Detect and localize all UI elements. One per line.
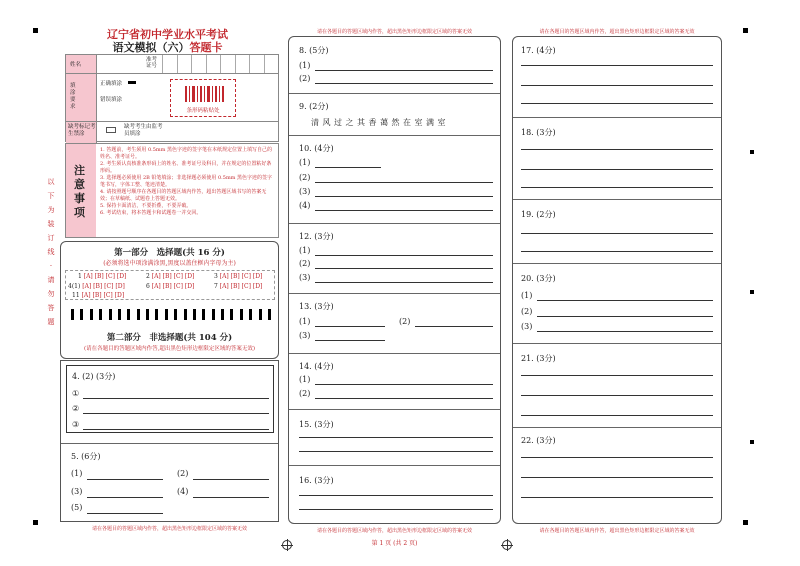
q4-answer-line-3[interactable]: [83, 429, 269, 430]
q10-item-3: (3): [299, 187, 311, 196]
col1-footer-note: 请在各题目的答题区域内作答，超出黑色矩形边框限定区域的答案无效: [91, 526, 247, 532]
q12-title: 12. (3分): [299, 232, 334, 241]
col3-panel: [512, 36, 722, 524]
fill-req-label: 填涂要求: [70, 83, 76, 110]
q22-answer-line-1[interactable]: [521, 457, 713, 458]
q21-answer-line-3[interactable]: [521, 415, 713, 416]
q17-answer-line-3[interactable]: [521, 103, 713, 104]
q15-answer-line-2[interactable]: [299, 451, 493, 452]
absent-box[interactable]: [106, 127, 116, 133]
q10-item-1: (1): [299, 158, 311, 167]
barcode-icon: [185, 86, 225, 102]
q5-answer-line-4[interactable]: [193, 497, 269, 498]
absent-note: 缺考考生由监考员填涂: [124, 124, 163, 137]
choice-grid: [65, 270, 275, 300]
q5-item-5: (5): [71, 503, 83, 512]
q13-item-2: (2): [399, 317, 411, 326]
correct-fill-sample: [128, 81, 136, 84]
q5-item-4: (4): [177, 487, 189, 496]
q20-answer-line-2[interactable]: [537, 316, 713, 317]
q17-title: 17. (4分): [521, 46, 556, 55]
col2-footer-note: 请在各题目的答题区域内作答，超出黑色矩形边框限定区域的答案无效: [316, 528, 472, 534]
corner-mark: [743, 28, 748, 33]
q5-item-3: (3): [71, 487, 83, 496]
notes-item: 1. 答题前，考生须用 0.5mm 黑色字迹的签字笔在本纸规定位置上填写自己的姓名、准考证号。: [100, 147, 272, 160]
absent-label: 缺考标记考生禁涂: [68, 124, 96, 137]
edge-mark: [750, 150, 754, 154]
q15-title: 15. (3分): [299, 420, 334, 429]
col3-footer-note: 请在各题目的答题区域内作答，超出黑色矩形边框限定区域的答案无效: [539, 528, 695, 534]
q4-answer-line-1[interactable]: [83, 398, 269, 399]
q10-answer-line-1[interactable]: [315, 167, 381, 168]
q10-item-2: (2): [299, 173, 311, 182]
q14-item-1: (1): [299, 375, 311, 384]
page-number: 第 1 页 (共 2 页): [371, 540, 418, 547]
q13-title: 13. (3分): [299, 302, 334, 311]
q17-answer-line-1[interactable]: [521, 65, 713, 66]
q12-answer-line-1[interactable]: [315, 255, 493, 256]
q19-answer-line-1[interactable]: [521, 233, 713, 234]
choice-item-3[interactable]: 3 [A] [B] [C] [D]: [214, 273, 263, 280]
part1-title: 第一部分 选择题(共 16 分): [114, 248, 225, 258]
q9-text: 清风过之其香蔼然在室满室: [311, 118, 449, 127]
q20-answer-line-1[interactable]: [537, 300, 713, 301]
q10-answer-line-2[interactable]: [315, 182, 493, 183]
q20-item-2: (2): [521, 307, 533, 316]
part1-panel: [60, 241, 279, 359]
q14-answer-line-1[interactable]: [315, 384, 493, 385]
notes-title: 注意事项: [74, 164, 85, 219]
q4-mark-1: ①: [72, 389, 80, 398]
q5-answer-line-3[interactable]: [87, 497, 163, 498]
q22-answer-line-3[interactable]: [521, 497, 713, 498]
q22-answer-line-2[interactable]: [521, 477, 713, 478]
q20-item-3: (3): [521, 322, 533, 331]
part2-title: 第二部分 非选择题(共 104 分): [106, 333, 233, 343]
q4-answer-line-2[interactable]: [83, 413, 269, 414]
notes-box: [65, 143, 279, 238]
q16-answer-line-1[interactable]: [299, 495, 493, 496]
q8-item-2: (2): [299, 74, 311, 83]
choice-item-7[interactable]: 7 [A] [B] [C] [D]: [214, 283, 263, 290]
corner-mark: [743, 520, 748, 525]
q18-title: 18. (3分): [521, 128, 556, 137]
corner-mark: [33, 520, 38, 525]
q19-answer-line-2[interactable]: [521, 251, 713, 252]
q21-title: 21. (3分): [521, 354, 556, 363]
q5-answer-line-5[interactable]: [87, 513, 163, 514]
q16-answer-line-2[interactable]: [299, 509, 493, 510]
col2-panel: [288, 36, 501, 524]
exam-no-boxes[interactable]: [162, 55, 278, 73]
q17-answer-line-2[interactable]: [521, 85, 713, 86]
q5-answer-line-1[interactable]: [87, 479, 163, 480]
barcode-label: 条形码粘贴处: [186, 108, 220, 114]
notes-item: 3. 选择题必须使用 2B 铅笔填涂；非选择题必须使用 0.5mm 黑色字迹的签字笔书写，字体工整、笔迹清楚。: [100, 175, 273, 188]
q13-answer-line-3[interactable]: [315, 340, 385, 341]
q19-title: 19. (2分): [521, 210, 556, 219]
notes-item: 5. 保持卡面清洁，不要折叠，不要弄破。: [100, 203, 192, 209]
q13-answer-line-1[interactable]: [315, 326, 385, 327]
corner-mark: [33, 28, 38, 33]
q12-item-3: (3): [299, 273, 311, 282]
q20-title: 20. (3分): [521, 274, 556, 283]
q18-answer-line-3[interactable]: [521, 187, 713, 188]
q21-answer-line-2[interactable]: [521, 395, 713, 396]
binding-line-text: 以 下 为 装 订 线 · 请 勿 答 题: [47, 178, 55, 326]
notes-item: 4. 请按照题号顺序在各题目的答题区域内作答，超出答题区域书写的答案无效；在草稿纸、试题卷上答题无效。: [100, 189, 267, 202]
q4-mark-2: ②: [72, 404, 80, 413]
col1-answer-area: [60, 360, 279, 522]
barcode-area: [170, 79, 236, 117]
edge-mark: [750, 440, 754, 444]
q4-mark-3: ③: [72, 420, 80, 429]
q8-answer-line-1[interactable]: [315, 70, 493, 71]
q20-answer-line-3[interactable]: [537, 331, 713, 332]
q8-item-1: (1): [299, 61, 311, 70]
q14-answer-line-2[interactable]: [315, 398, 493, 399]
q16-title: 16. (3分): [299, 476, 334, 485]
q15-answer-line-1[interactable]: [299, 437, 493, 438]
q12-answer-line-2[interactable]: [315, 268, 493, 269]
q10-title: 10. (4分): [299, 144, 334, 153]
q18-answer-line-2[interactable]: [521, 169, 713, 170]
q10-answer-line-3[interactable]: [315, 196, 493, 197]
name-label: 姓名: [70, 62, 82, 68]
q13-item-1: (1): [299, 317, 311, 326]
q5-answer-line-2[interactable]: [193, 479, 269, 480]
registration-mark-icon: [502, 540, 512, 550]
header-title: 辽宁省初中学业水平考试: [107, 28, 228, 41]
part2-note: (请在各题目的答题区域内作答,超出黑色矩形边框限定区域的答案无效): [83, 346, 256, 352]
edge-mark: [750, 290, 754, 294]
header-subtitle: 语文模拟（六）答题卡: [112, 41, 223, 54]
choice-item-4-1[interactable]: 4(1) [A] [B] [C] [D]: [68, 283, 125, 290]
notes-item: 6. 考试结束，将本答题卡和试题卷一并交回。: [100, 210, 202, 216]
q8-title: 8. (5分): [299, 46, 329, 55]
notes-item: 2. 考生须认真核准条形码上的姓名、准考证号及科目，并在规定的位置粘好条形码。: [100, 161, 272, 174]
q10-item-4: (4): [299, 201, 311, 210]
q20-item-1: (1): [521, 291, 533, 300]
col2-header-note: 请在各题目的答题区域内作答，超出黑色矩形边框限定区域的答案无效: [316, 29, 472, 35]
q22-title: 22. (3分): [521, 436, 556, 445]
q8-answer-line-2[interactable]: [315, 83, 493, 84]
q14-item-2: (2): [299, 389, 311, 398]
q12-answer-line-3[interactable]: [315, 282, 493, 283]
q12-item-2: (2): [299, 259, 311, 268]
q18-answer-line-1[interactable]: [521, 149, 713, 150]
choice-item-6[interactable]: 6 [A] [B] [C] [D]: [146, 283, 195, 290]
q5-item-1: (1): [71, 469, 83, 478]
registration-mark-icon: [282, 540, 292, 550]
q4-box: [66, 365, 274, 433]
q12-item-1: (1): [299, 246, 311, 255]
exam-no-label: 准考证号: [146, 57, 158, 69]
correct-fill-label: 正确填涂: [100, 81, 123, 87]
q5-item-2: (2): [177, 469, 189, 478]
q13-item-3: (3): [299, 331, 311, 340]
choice-item-1[interactable]: 1 [A] [B] [C] [D]: [78, 273, 127, 280]
q9-title: 9. (2分): [299, 102, 329, 111]
q13-answer-line-2[interactable]: [415, 326, 493, 327]
q10-answer-line-4[interactable]: [315, 210, 493, 211]
timing-marks: [71, 309, 271, 320]
choice-item-11[interactable]: 11 [A] [B] [C] [D]: [72, 292, 125, 299]
info-table: [65, 54, 279, 142]
wrong-fill-label: 错误填涂: [100, 97, 123, 103]
q4-title: 4. (2) (3分): [72, 372, 116, 381]
col3-header-note: 请在各题目的答题区域内作答，超出黑色矩形边框限定区域的答案无效: [539, 29, 695, 35]
q14-title: 14. (4分): [299, 362, 334, 371]
notes-list: [100, 147, 276, 217]
name-field[interactable]: [98, 58, 144, 70]
choice-item-2[interactable]: 2 [A] [B] [C] [D]: [146, 273, 195, 280]
part1-note: (必须将选中项涂满涂黑,黑度以盖住框内字母为主): [103, 260, 236, 267]
q5-title: 5. (6分): [71, 452, 101, 461]
q21-answer-line-1[interactable]: [521, 375, 713, 376]
